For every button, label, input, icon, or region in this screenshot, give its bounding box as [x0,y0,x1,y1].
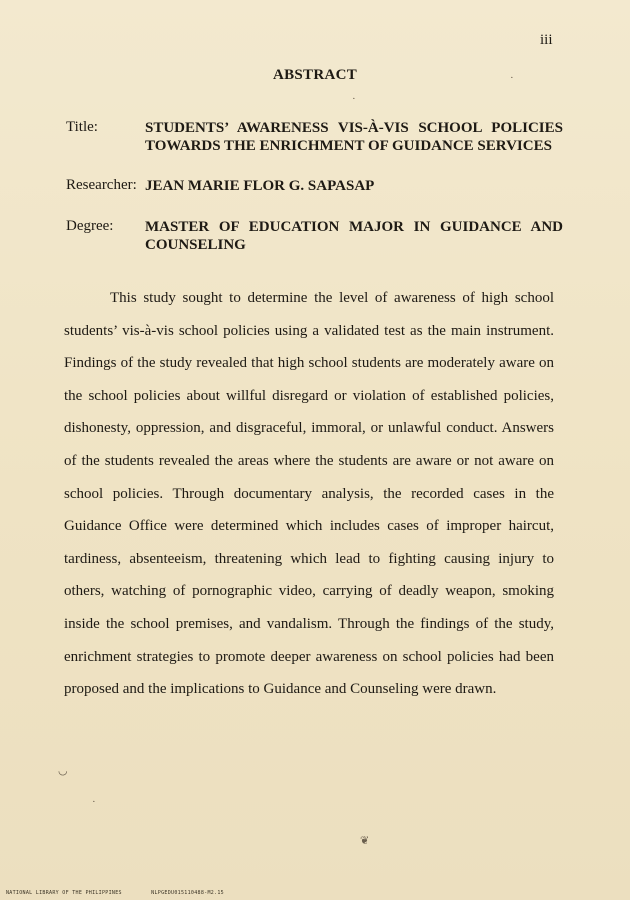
footer-document-code: NLPGEDU015110488-M2.15 [151,890,224,896]
scan-speck: · [92,796,96,808]
scan-speck: · [352,93,356,105]
page-number: iii [540,32,553,48]
degree-label: Degree: [66,218,114,234]
abstract-body: This study sought to determine the level of awareness of high school students’ vis-à-vis school policies using a validated test as the main instrument. Findings of the study revealed that high school students are moderately aware on the school policies about willful disregard or violation of established policies, dishonesty, oppression, and disgraceful, immoral, or unlawful conduct. Answers of the students revealed the areas where the students are aware or not aware on school policies. Through documentary analysis, the recorded cases in the Guidance Office were determined which includes cases of improper haircut, tardiness, absenteeism, threatening which lead to fighting causing injury to others, watching of pornographic video, carrying of deadly weapon, smoking inside the school premises, and vandalism. Through the findings of the study, enrichment strategies to promote deeper awareness on school policies had been proposed and the implications to Guidance and Counseling were drawn. [64,290,554,698]
researcher-value: JEAN MARIE FLOR G. SAPASAP [145,178,375,194]
scan-speck: ◡ [58,765,68,777]
degree-value: MASTER OF EDUCATION MAJOR IN GUIDANCE AND COUNSELING [145,219,563,253]
scan-speck: · [510,72,514,84]
footer-library-name: NATIONAL LIBRARY OF THE PHILIPPINES [6,890,122,896]
title-value: STUDENTS’ AWARENESS VIS-À-VIS SCHOOL POLICIES TOWARDS THE ENRICHMENT OF GUIDANCE SERVICES [145,120,563,154]
scan-speck: ❦ [360,835,370,847]
library-footer [6,890,250,896]
abstract-heading: ABSTRACT [272,67,358,83]
researcher-label: Researcher: [66,177,137,193]
title-label: Title: [66,119,98,135]
